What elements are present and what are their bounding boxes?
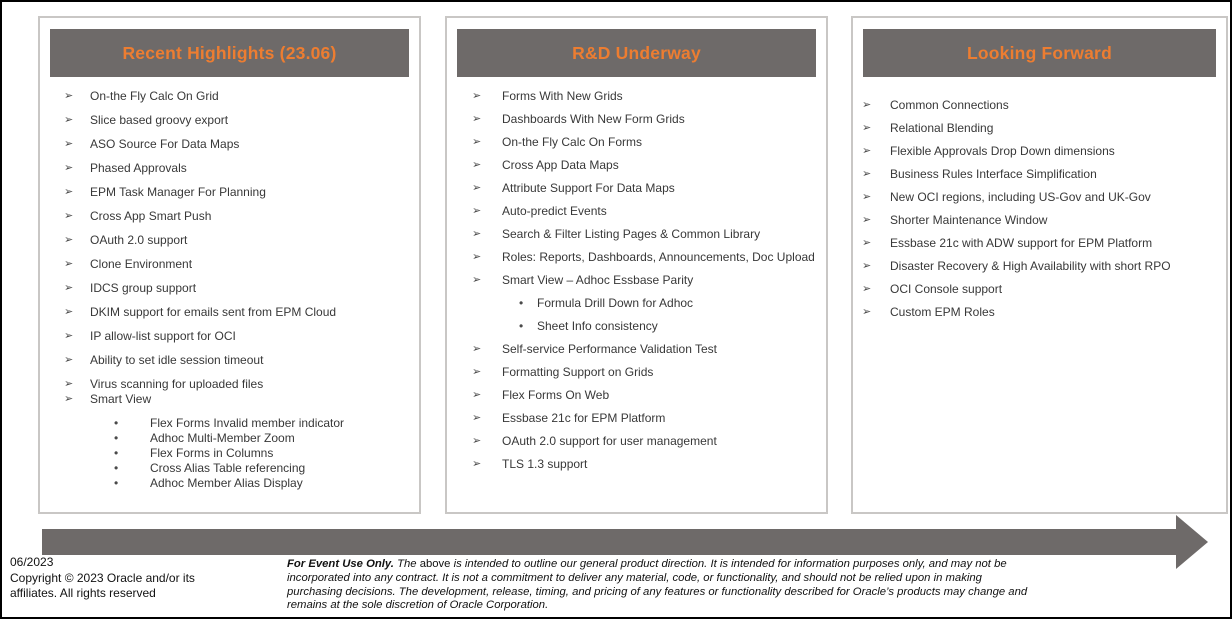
dot-bullet-icon: •	[114, 461, 119, 475]
list-item	[64, 353, 411, 367]
list-item	[64, 281, 411, 295]
list-item-text: Smart View – Adhoc Essbase Parity	[502, 273, 694, 287]
list-item	[64, 209, 411, 223]
sub-list-item	[114, 431, 411, 445]
list-item-text: On-the Fly Calc On Forms	[502, 135, 643, 149]
list-item	[472, 342, 818, 356]
arrow-bullet-icon: ➢	[862, 283, 872, 295]
list-item-text: Forms With New Grids	[502, 89, 623, 103]
arrow-bullet-icon: ➢	[64, 138, 74, 150]
timeline-arrow-bar	[42, 529, 1177, 555]
arrow-bullet-icon: ➢	[472, 389, 482, 401]
list-item	[64, 137, 411, 151]
list-item-text: Custom EPM Roles	[890, 305, 995, 319]
list-item-text: Shorter Maintenance Window	[890, 213, 1048, 227]
list-item-text: ASO Source For Data Maps	[90, 137, 240, 151]
list-item	[472, 273, 818, 287]
list-item-text: Self-service Performance Validation Test	[502, 342, 717, 356]
arrow-bullet-icon: ➢	[862, 260, 872, 272]
panel-title: R&D Underway	[572, 42, 701, 63]
recent-highlights-list	[40, 89, 419, 490]
arrow-bullet-icon: ➢	[862, 99, 872, 111]
arrow-bullet-icon: ➢	[472, 228, 482, 240]
arrow-bullet-icon: ➢	[472, 205, 482, 217]
list-item-text: Business Rules Interface Simplification	[890, 167, 1097, 181]
list-item	[472, 365, 818, 379]
list-item	[472, 227, 818, 241]
list-item-text: Flex Forms Invalid member indicator	[150, 416, 345, 430]
arrow-bullet-icon: ➢	[64, 114, 74, 126]
panel-recent-highlights	[38, 16, 421, 514]
list-item	[472, 411, 818, 425]
panel-looking-forward-header	[863, 29, 1216, 77]
list-item-text: Disaster Recovery & High Availability with short RPO	[890, 259, 1171, 273]
list-item	[472, 457, 818, 471]
list-item	[862, 259, 1218, 273]
list-item-text: Formula Drill Down for Adhoc	[537, 296, 694, 310]
arrow-bullet-icon: ➢	[862, 306, 872, 318]
list-item-text: Dashboards With New Form Grids	[502, 112, 685, 126]
list-item-text: Common Connections	[890, 98, 1009, 112]
dot-bullet-icon: •	[114, 431, 119, 445]
list-item-text: Clone Environment	[90, 257, 193, 271]
list-item-text: EPM Task Manager For Planning	[90, 185, 266, 199]
rd-underway-list	[447, 89, 826, 471]
list-item	[64, 305, 411, 319]
arrow-bullet-icon: ➢	[862, 145, 872, 157]
list-item-text: Adhoc Member Alias Display	[150, 476, 303, 490]
list-item-text: Roles: Reports, Dashboards, Announcements, Doc Upload	[502, 250, 815, 264]
list-item	[64, 89, 411, 103]
arrow-bullet-icon: ➢	[862, 191, 872, 203]
list-item-text: OAuth 2.0 support	[90, 233, 188, 247]
list-item	[862, 190, 1218, 204]
list-item-text: Smart View	[90, 392, 152, 406]
arrow-bullet-icon: ➢	[472, 136, 482, 148]
arrow-bullet-icon: ➢	[472, 366, 482, 378]
list-item	[64, 257, 411, 271]
list-item	[472, 112, 818, 126]
panel-looking-forward	[851, 16, 1228, 514]
arrow-bullet-icon: ➢	[64, 234, 74, 246]
list-item	[64, 392, 411, 406]
list-item	[472, 181, 818, 195]
arrow-bullet-icon: ➢	[862, 237, 872, 249]
disclaimer-rest: is intended to outline our general product direction. It is intended for information purposes only, and may not be incorporated into any contract. It is not a commitment to deliver any material, code, or functionality, and should not be relied upon in making purchasing decisions. The development, release, timing, and pricing of any features or functionality described for Oracle’s products may change and remains at the sole discretion of Oracle Corporation.	[287, 558, 1028, 612]
list-item	[862, 121, 1218, 135]
list-item-text: Auto-predict Events	[502, 204, 607, 218]
dot-bullet-icon: •	[519, 319, 524, 333]
panel-rd-underway-header	[457, 29, 816, 77]
list-item-text: OCI Console support	[890, 282, 1003, 296]
footer-disclaimer	[287, 558, 1029, 613]
list-item	[64, 329, 411, 343]
arrow-bullet-icon: ➢	[64, 282, 74, 294]
list-item	[64, 113, 411, 127]
list-item-text: Essbase 21c with ADW support for EPM Platform	[890, 236, 1153, 250]
list-item	[862, 144, 1218, 158]
arrow-bullet-icon: ➢	[472, 343, 482, 355]
arrow-bullet-icon: ➢	[862, 122, 872, 134]
list-item-text: Phased Approvals	[90, 161, 187, 175]
list-item-text: TLS 1.3 support	[502, 457, 588, 471]
arrow-bullet-icon: ➢	[64, 162, 74, 174]
list-item-text: Flex Forms in Columns	[150, 446, 274, 460]
arrow-bullet-icon: ➢	[862, 168, 872, 180]
footer-date: 06/2023	[10, 555, 54, 569]
list-item-text: Sheet Info consistency	[537, 319, 658, 333]
list-item-text: New OCI regions, including US-Gov and UK-Gov	[890, 190, 1151, 204]
arrow-bullet-icon: ➢	[472, 159, 482, 171]
list-item-text: Cross App Data Maps	[502, 158, 619, 172]
arrow-bullet-icon: ➢	[64, 354, 74, 366]
dot-bullet-icon: •	[519, 296, 524, 310]
list-item	[472, 388, 818, 402]
list-item	[862, 282, 1218, 296]
list-item	[64, 185, 411, 199]
looking-forward-list	[853, 98, 1226, 319]
list-item-text: Essbase 21c for EPM Platform	[502, 411, 666, 425]
disclaimer-lead: For Event Use Only.	[287, 558, 394, 570]
dot-bullet-icon: •	[114, 416, 119, 430]
arrow-bullet-icon: ➢	[472, 274, 482, 286]
list-item	[472, 158, 818, 172]
sub-list-item	[519, 319, 818, 333]
list-item	[862, 305, 1218, 319]
list-item	[472, 89, 818, 103]
list-item-text: DKIM support for emails sent from EPM Cloud	[90, 305, 337, 319]
arrow-bullet-icon: ➢	[862, 214, 872, 226]
sub-list-item	[114, 476, 411, 490]
sub-list-item	[114, 461, 411, 475]
list-item	[472, 250, 818, 264]
list-item	[862, 236, 1218, 250]
arrow-bullet-icon: ➢	[472, 435, 482, 447]
panel-recent-highlights-header	[50, 29, 409, 77]
list-item	[472, 434, 818, 448]
timeline-arrow-head-icon	[1176, 515, 1208, 569]
sub-list-item	[114, 446, 411, 460]
list-item-text: IP allow-list support for OCI	[90, 329, 236, 343]
list-item-text: Relational Blending	[890, 121, 994, 135]
arrow-bullet-icon: ➢	[64, 393, 74, 405]
arrow-bullet-icon: ➢	[64, 258, 74, 270]
list-item	[862, 213, 1218, 227]
list-item	[64, 377, 411, 391]
list-item-text: Adhoc Multi-Member Zoom	[150, 431, 295, 445]
arrow-bullet-icon: ➢	[472, 251, 482, 263]
list-item-text: Formatting Support on Grids	[502, 365, 654, 379]
list-item-text: Flexible Approvals Drop Down dimensions	[890, 144, 1115, 158]
list-item	[472, 204, 818, 218]
list-item-text: Slice based groovy export	[90, 113, 229, 127]
panel-rd-underway	[445, 16, 828, 514]
list-item	[472, 135, 818, 149]
sub-list-item	[519, 296, 818, 310]
panel-title: Looking Forward	[967, 42, 1112, 63]
arrow-bullet-icon: ➢	[64, 330, 74, 342]
list-item	[64, 233, 411, 247]
list-item-text: IDCS group support	[90, 281, 197, 295]
list-item-text: On-the Fly Calc On Grid	[90, 89, 219, 103]
list-item-text: Flex Forms On Web	[502, 388, 610, 402]
arrow-bullet-icon: ➢	[472, 90, 482, 102]
list-item-text: Ability to set idle session timeout	[90, 353, 264, 367]
list-item-text: Virus scanning for uploaded files	[90, 377, 264, 391]
arrow-bullet-icon: ➢	[64, 378, 74, 390]
arrow-bullet-icon: ➢	[64, 210, 74, 222]
arrow-bullet-icon: ➢	[64, 186, 74, 198]
list-item-text: Cross Alias Table referencing	[150, 461, 306, 475]
sub-list-item	[114, 416, 411, 430]
arrow-bullet-icon: ➢	[64, 306, 74, 318]
disclaimer-upright-word: above	[419, 558, 451, 570]
dot-bullet-icon: •	[114, 476, 119, 490]
arrow-bullet-icon: ➢	[472, 412, 482, 424]
footer-left-block	[10, 555, 228, 602]
list-item-text: Cross App Smart Push	[90, 209, 212, 223]
list-item	[862, 167, 1218, 181]
panel-title: Recent Highlights (23.06)	[122, 42, 337, 63]
arrow-bullet-icon: ➢	[472, 182, 482, 194]
arrow-bullet-icon: ➢	[472, 458, 482, 470]
list-item	[64, 161, 411, 175]
disclaimer-mid: The	[393, 558, 420, 570]
footer-copyright: Copyright © 2023 Oracle and/or its affiliates. All rights reserved	[10, 570, 195, 600]
list-item	[862, 98, 1218, 112]
list-item-text: OAuth 2.0 support for user management	[502, 434, 717, 448]
arrow-bullet-icon: ➢	[64, 90, 74, 102]
list-item-text: Search & Filter Listing Pages & Common Library	[502, 227, 761, 241]
dot-bullet-icon: •	[114, 446, 119, 460]
list-item-text: Attribute Support For Data Maps	[502, 181, 675, 195]
arrow-bullet-icon: ➢	[472, 113, 482, 125]
